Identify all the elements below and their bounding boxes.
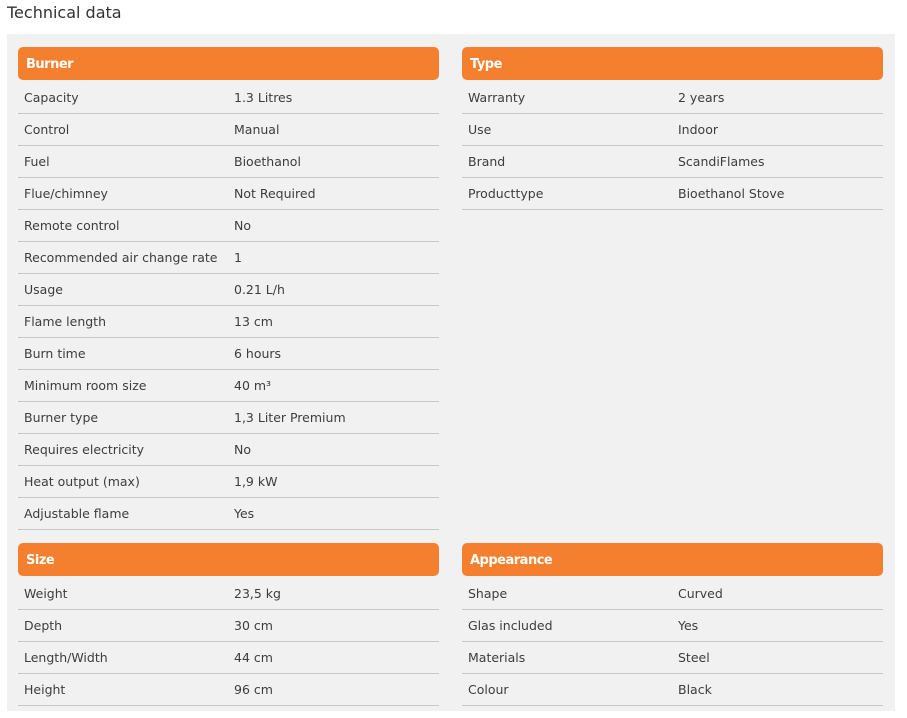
spec-row — [18, 210, 439, 242]
spec-value: Yes — [234, 506, 255, 521]
spec-row — [18, 578, 439, 610]
section-header-size: Size — [18, 543, 439, 576]
spec-row — [18, 114, 439, 146]
spec-row — [18, 82, 439, 114]
spec-label: Requires electricity — [24, 442, 145, 457]
spec-row — [18, 306, 439, 338]
spec-row — [18, 274, 439, 306]
section-burner — [18, 47, 439, 530]
spec-row — [462, 674, 883, 706]
spec-row — [462, 114, 883, 146]
spec-value: Bioethanol — [234, 154, 301, 169]
spec-label: Burn time — [24, 346, 86, 361]
spec-row — [462, 178, 883, 210]
spec-row — [18, 402, 439, 434]
spec-row — [18, 338, 439, 370]
spec-value: Not Required — [234, 186, 316, 201]
spec-label: Producttype — [468, 186, 544, 201]
section-header-burner: Burner — [18, 47, 439, 80]
spec-value: Black — [678, 682, 712, 697]
spec-row — [18, 498, 439, 530]
spec-value: No — [234, 442, 251, 457]
spec-label: Length/Width — [24, 650, 108, 665]
spec-label: Depth — [24, 618, 63, 633]
spec-label: Control — [24, 122, 70, 137]
spec-value: 40 m³ — [234, 378, 272, 393]
spec-row — [462, 146, 883, 178]
section-appearance — [462, 543, 883, 706]
spec-label: Heat output (max) — [24, 474, 140, 489]
spec-value: 1.3 Litres — [234, 90, 293, 105]
spec-value: Bioethanol Stove — [678, 186, 785, 201]
spec-row — [18, 674, 439, 706]
spec-value: 13 cm — [234, 314, 273, 329]
spec-value: No — [234, 218, 251, 233]
spec-row — [462, 578, 883, 610]
spec-label: Materials — [468, 650, 526, 665]
spec-label: Colour — [468, 682, 509, 697]
spec-label: Glas included — [468, 618, 553, 633]
spec-row — [462, 642, 883, 674]
section-type — [462, 47, 883, 210]
spec-label: Use — [468, 122, 492, 137]
spec-label: Flame length — [24, 314, 107, 329]
section-rows-appearance — [462, 578, 883, 706]
spec-label: Flue/chimney — [24, 186, 108, 201]
spec-row — [18, 466, 439, 498]
spec-label: Adjustable flame — [24, 506, 130, 521]
spec-label: Warranty — [468, 90, 526, 105]
spec-value: 2 years — [678, 90, 725, 105]
spec-value: 23,5 kg — [234, 586, 281, 601]
spec-label: Usage — [24, 282, 63, 297]
spec-row — [462, 82, 883, 114]
spec-label: Minimum room size — [24, 378, 147, 393]
spec-row — [18, 178, 439, 210]
section-rows-burner — [18, 82, 439, 530]
spec-value: Yes — [678, 618, 699, 633]
spec-label: Weight — [24, 586, 68, 601]
spec-label: Fuel — [24, 154, 50, 169]
spec-value: 0.21 L/h — [234, 282, 285, 297]
spec-value: 96 cm — [234, 682, 273, 697]
spec-value: Indoor — [678, 122, 718, 137]
spec-label: Height — [24, 682, 66, 697]
spec-value: 1,3 Liter Premium — [234, 410, 346, 425]
spec-value: Steel — [678, 650, 710, 665]
spec-row — [462, 610, 883, 642]
spec-row — [18, 434, 439, 466]
spec-value: 1 — [234, 250, 242, 265]
spec-value: 30 cm — [234, 618, 273, 633]
spec-value: 1,9 kW — [234, 474, 278, 489]
section-rows-type — [462, 82, 883, 210]
spec-label: Recommended air change rate — [24, 250, 218, 265]
spec-row — [18, 642, 439, 674]
spec-value: 44 cm — [234, 650, 273, 665]
spec-value: ScandiFlames — [678, 154, 765, 169]
spec-row — [18, 146, 439, 178]
spec-label: Capacity — [24, 90, 79, 105]
spec-label: Burner type — [24, 410, 99, 425]
page-title: Technical data — [7, 3, 122, 22]
spec-label: Brand — [468, 154, 506, 169]
spec-row — [18, 242, 439, 274]
section-header-type: Type — [462, 47, 883, 80]
spec-row — [18, 610, 439, 642]
spec-value: 6 hours — [234, 346, 282, 361]
section-size — [18, 543, 439, 706]
spec-row — [18, 370, 439, 402]
spec-value: Curved — [678, 586, 723, 601]
spec-label: Remote control — [24, 218, 120, 233]
spec-label: Shape — [468, 586, 508, 601]
spec-value: Manual — [234, 122, 280, 137]
section-rows-size — [18, 578, 439, 706]
section-header-appearance: Appearance — [462, 543, 883, 576]
